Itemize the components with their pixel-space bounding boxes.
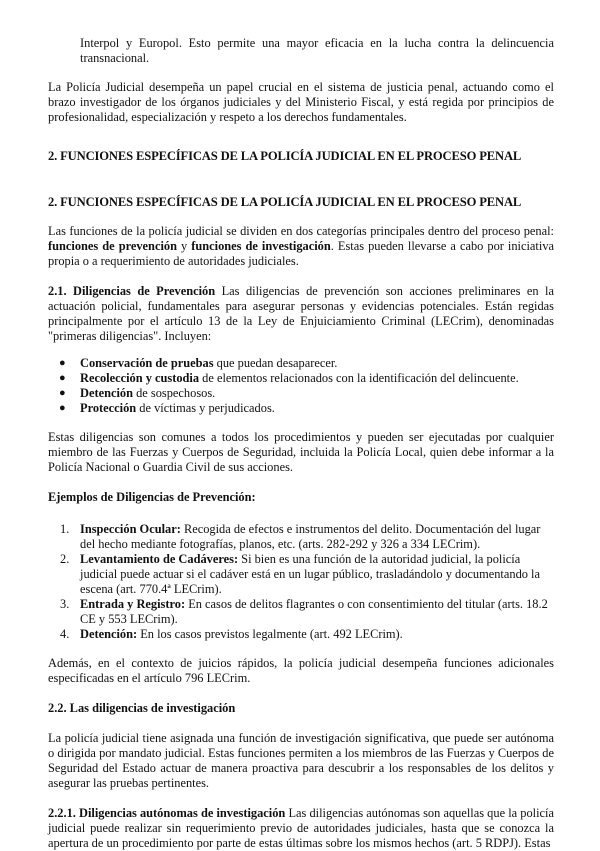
intro-paragraph: La Policía Judicial desempeña un papel crucial en el sistema de justicia penal, actuando como el brazo investigador de los órganos judiciales y del Ministerio Fiscal, y está regida por principios de profesionalidad, especialización y respeto a los derechos fundamentales. xyxy=(48,80,554,124)
section-2-1-paragraph xyxy=(48,284,554,344)
section-2-2-title: 2.2. Las diligencias de investigación xyxy=(48,701,236,715)
section-2-1-title: 2.1. Diligencias de Prevención xyxy=(48,284,216,298)
bullet-bold: Detención xyxy=(80,386,133,400)
section-2-2-1-paragraph xyxy=(48,806,554,851)
examples-title: Ejemplos de Diligencias de Prevención: xyxy=(48,490,256,504)
list-item xyxy=(48,597,554,627)
bullet-text: de elementos relacionados con la identificación del delincuente. xyxy=(199,371,519,385)
list-number: 3. xyxy=(60,597,70,611)
prevention-bullet-list xyxy=(48,356,554,416)
bullet-bold: Conservación de pruebas xyxy=(80,356,214,370)
section-2-2-1-title: 2.2.1. Diligencias autónomas de investigación xyxy=(48,806,286,820)
examples-list xyxy=(48,522,554,642)
bullet-text: de sospechosos. xyxy=(133,386,216,400)
list-item xyxy=(48,386,554,401)
common-paragraph: Estas diligencias son comunes a todos los procedimientos y pueden ser ejecutadas por cualquier miembro de las Fuerzas y Cuerpos de Seguridad, incluida la Policía Local, quien debe informar a la Policía Nacional o Guardia Civil de sus acciones. xyxy=(48,430,554,474)
functions-text-3: . Estas pueden llevarse a cabo por iniciativa propia o a requerimiento de autoridades judiciales. xyxy=(48,239,555,268)
bullet-bold: Protección xyxy=(80,401,137,415)
example-bold: Entrada y Registro: xyxy=(80,597,186,611)
document-page xyxy=(48,36,554,851)
example-bold: Inspección Ocular: xyxy=(80,522,181,536)
example-text: En casos de delitos flagrantes o con consentimiento del titular (arts. 18.2 CE y 553 LECrim). xyxy=(80,597,548,626)
rapid-trials-paragraph: Además, en el contexto de juicios rápidos, la policía judicial desempeña funciones adicionales especificadas en el artículo 796 LECrim. xyxy=(48,656,554,685)
functions-prevention-bold: funciones de prevención xyxy=(48,239,177,253)
list-item xyxy=(48,552,554,597)
bullet-icon: ● xyxy=(59,387,66,399)
list-item xyxy=(48,356,554,371)
example-bold: Detención: xyxy=(80,627,138,641)
section-2-1-text: Las diligencias de prevención son acciones preliminares en la actuación policial, fundamentales para asegurar personas y evidencias potenciales. Están regidas principalmente por el artículo 13 de la Ley de Enjuiciamiento Criminal (LECrim), denominadas "primeras diligencias". Incluyen: xyxy=(48,284,554,343)
section-2-2-1-text: Las diligencias autónomas son aquellas que la policía judicial puede realizar sin requerimiento previo de autoridades judiciales, hasta que se conozca la apertura de un procedimiento por parte de estas últimas sobre los mismos hechos (art. 5 RDPJ). Estas xyxy=(48,806,555,850)
list-item xyxy=(48,522,554,552)
list-number: 2. xyxy=(60,552,70,566)
functions-investigation-bold: funciones de investigación xyxy=(191,239,331,253)
list-number: 4. xyxy=(60,627,70,641)
bullet-icon: ● xyxy=(59,357,66,369)
investigation-paragraph: La policía judicial tiene asignada una función de investigación significativa, que puede ser autónoma o dirigida por mandato judicial. Estas funciones permiten a los miembros de las Fuerzas y Cuerpos de Seguridad del Estado actuar de manera proactiva para descubrir a los responsables de los delitos y asegurar las pruebas pertinentes. xyxy=(48,731,554,790)
list-item xyxy=(48,401,554,416)
list-number: 1. xyxy=(60,522,70,536)
bullet-text: de víctimas y perjudicados. xyxy=(136,401,275,415)
continuation-paragraph: Interpol y Europol. Esto permite una mayor eficacia en la lucha contra la delincuencia transnacional. xyxy=(80,36,554,65)
example-text: En los casos previstos legalmente (art. 492 LECrim). xyxy=(137,627,403,641)
list-item xyxy=(48,371,554,386)
example-text: Si bien es una función de la autoridad judicial, la policía judicial puede actuar si el cadáver está en un lugar público, trasladándolo y documentando la escena (art. 770.4ª LECrim). xyxy=(80,552,541,596)
functions-text-1: Las funciones de la policía judicial se dividen en dos categorías principales dentro del proceso penal: xyxy=(48,224,554,238)
section-heading-2: 2. FUNCIONES ESPECÍFICAS DE LA POLICÍA JUDICIAL EN EL PROCESO PENAL xyxy=(48,195,522,209)
functions-text-2: y xyxy=(176,239,192,253)
bullet-bold: Recolección y custodia xyxy=(80,371,200,385)
bullet-icon: ● xyxy=(59,402,66,414)
list-item xyxy=(48,627,554,642)
example-text: Recogida de efectos e instrumentos del delito. Documentación del lugar del hecho mediante fotografías, planos, etc. (arts. 282-292 y 326 a 334 LECrim). xyxy=(80,522,541,551)
section-heading-1: 2. FUNCIONES ESPECÍFICAS DE LA POLICÍA JUDICIAL EN EL PROCESO PENAL xyxy=(48,149,522,163)
example-bold: Levantamiento de Cadáveres: xyxy=(80,552,239,566)
bullet-text: que puedan desaparecer. xyxy=(213,356,338,370)
bullet-icon: ● xyxy=(59,372,66,384)
functions-paragraph xyxy=(48,224,554,269)
